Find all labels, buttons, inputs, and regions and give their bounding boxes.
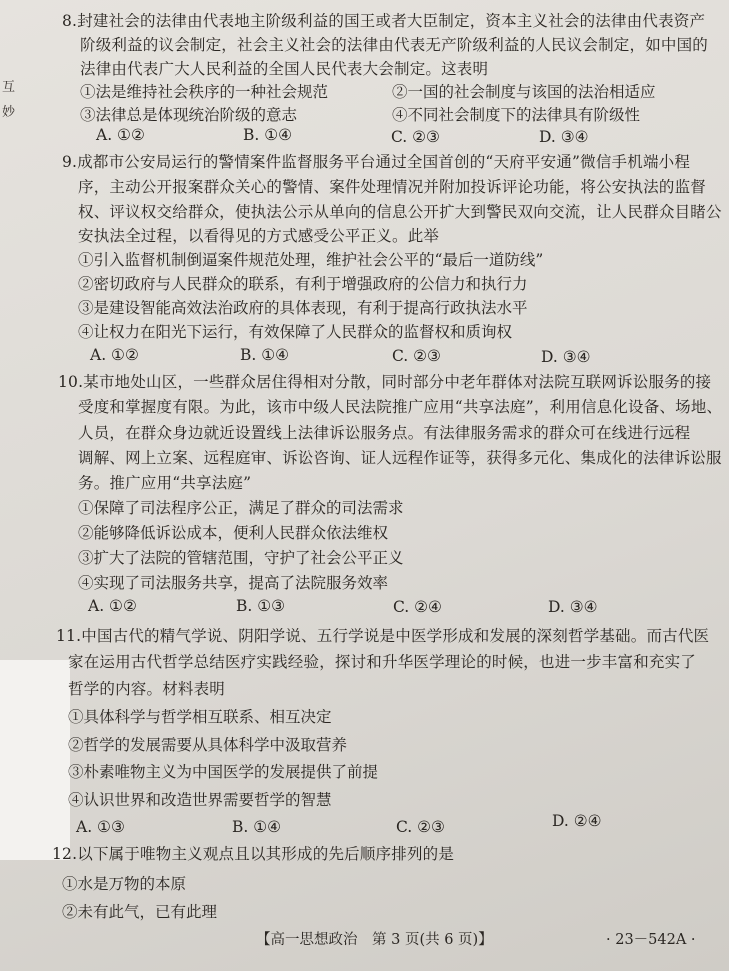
option-c: C. ②③: [396, 818, 445, 836]
question-stem-line: 阶级利益的议会制定，社会主义社会的法律由代表无产阶级利益的人民议会制定，如中国的: [80, 36, 709, 54]
statement-4: ④让权力在阳光下运行，有效保障了人民群众的监督权和质询权: [78, 323, 513, 341]
question-stem-line: 人员，在群众身边就近设置线上法律诉讼服务点。有法律服务需求的群众可在线进行远程: [78, 424, 691, 442]
statement-1: ①引入监督机制倒逼案件规范处理，维护社会公平的“最后一道防线”: [78, 251, 544, 269]
statement-4: ④不同社会制度下的法律具有阶级性: [392, 106, 641, 124]
option-a: A. ①②: [96, 126, 145, 144]
question-stem-line: 家在运用古代哲学总结医疗实践经验，探讨和升华医学理论的时候，也进一步丰富和充实了: [68, 653, 697, 671]
statement-2: ②哲学的发展需要从具体科学中汲取营养: [68, 736, 348, 754]
question-stem-line: 序，主动公开报案群众关心的警情、案件处理情况并附加投诉评论功能，将公安执法的监督: [78, 178, 707, 196]
statement-3: ③朴素唯物主义为中国医学的发展提供了前提: [68, 763, 379, 781]
option-a: A. ①③: [76, 818, 125, 836]
footer-page-info: 【高一思想政治 第 3 页(共 6 页)】: [256, 932, 493, 948]
question-stem-line: 11.中国古代的精气学说、阴阳学说、五行学说是中医学形成和发展的深刻哲学基础。而古代医: [56, 627, 710, 645]
option-a: A. ①②: [90, 346, 139, 364]
option-c: C. ②④: [393, 598, 442, 616]
question-stem-line: 9.成都市公安局运行的警情案件监督服务平台通过全国首创的“天府平安通”微信手机端小程: [62, 153, 691, 171]
option-d: D. ③④: [548, 598, 598, 616]
question-stem-line: 受度和掌握度有限。为此，该市中级人民法院推广应用“共享法庭”，利用信息化设备、场地、: [78, 398, 723, 416]
edge-char: 妙: [2, 105, 16, 120]
question-stem-line: 哲学的内容。材料表明: [68, 680, 226, 698]
edge-char: 互: [2, 80, 16, 95]
question-stem-line: 法律由代表广大人民利益的全国人民代表大会制定。这表明: [80, 60, 489, 78]
statement-2: ②能够降低诉讼成本，便利人民群众依法维权: [78, 524, 389, 542]
statement-1: ①保障了司法程序公正，满足了群众的司法需求: [78, 499, 404, 517]
statement-4: ④实现了司法服务共享，提高了法院服务效率: [78, 574, 389, 592]
statement-4: ④认识世界和改造世界需要哲学的智慧: [68, 791, 332, 809]
statement-1: ①具体科学与哲学相互联系、相互决定: [68, 708, 332, 726]
glare-patch: [0, 660, 70, 860]
option-b: B. ①④: [243, 126, 293, 144]
question-stem-line: 安执法全过程，以看得见的方式感受公平正义。此举: [78, 227, 440, 245]
statement-3: ③是建设智能高效法治政府的具体表现，有利于提高行政执法水平: [78, 299, 528, 317]
option-a: A. ①②: [88, 597, 137, 615]
statement-1: ①法是维持社会秩序的一种社会规范: [80, 83, 329, 101]
option-d: D. ③④: [539, 128, 589, 146]
statement-2: ②未有此气，已有此理: [62, 903, 218, 921]
statement-2: ②密切政府与人民群众的联系，有利于增强政府的公信力和执行力: [78, 275, 528, 293]
footer-code: · 23－542A ·: [606, 932, 696, 948]
option-b: B. ①③: [236, 597, 286, 615]
statement-3: ③扩大了法院的管辖范围，守护了社会公平正义: [78, 549, 404, 567]
option-b: B. ①④: [232, 818, 282, 836]
statement-1: ①水是万物的本原: [62, 875, 187, 893]
question-stem-line: 务。推广应用“共享法庭”: [78, 474, 252, 492]
option-c: C. ②③: [392, 347, 441, 365]
question-stem-line: 10.某市地处山区，一些群众居住得相对分散，同时部分中老年群体对法院互联网诉讼服务的接: [58, 373, 712, 391]
statement-2: ②一国的社会制度与该国的法治相适应: [392, 83, 656, 101]
question-stem-line: 12.以下属于唯物主义观点且以其形成的先后顺序排列的是: [52, 845, 455, 863]
statement-3: ③法律总是体现统治阶级的意志: [80, 106, 298, 124]
question-stem-line: 8.封建社会的法律由代表地主阶级利益的国王或者大臣制定，资本主义社会的法律由代表资产: [62, 12, 706, 30]
option-b: B. ①④: [240, 346, 290, 364]
option-d: D. ③④: [541, 348, 591, 366]
option-d: D. ②④: [552, 812, 602, 830]
question-stem-line: 调解、网上立案、远程庭审、诉讼咨询、证人远程作证等，获得多元化、集成化的法律诉讼服: [78, 449, 722, 467]
question-stem-line: 权、评议权交给群众，使执法公示从单向的信息公开扩大到警民双向交流，让人民群众目睹公: [78, 203, 722, 221]
option-c: C. ②③: [391, 128, 440, 146]
